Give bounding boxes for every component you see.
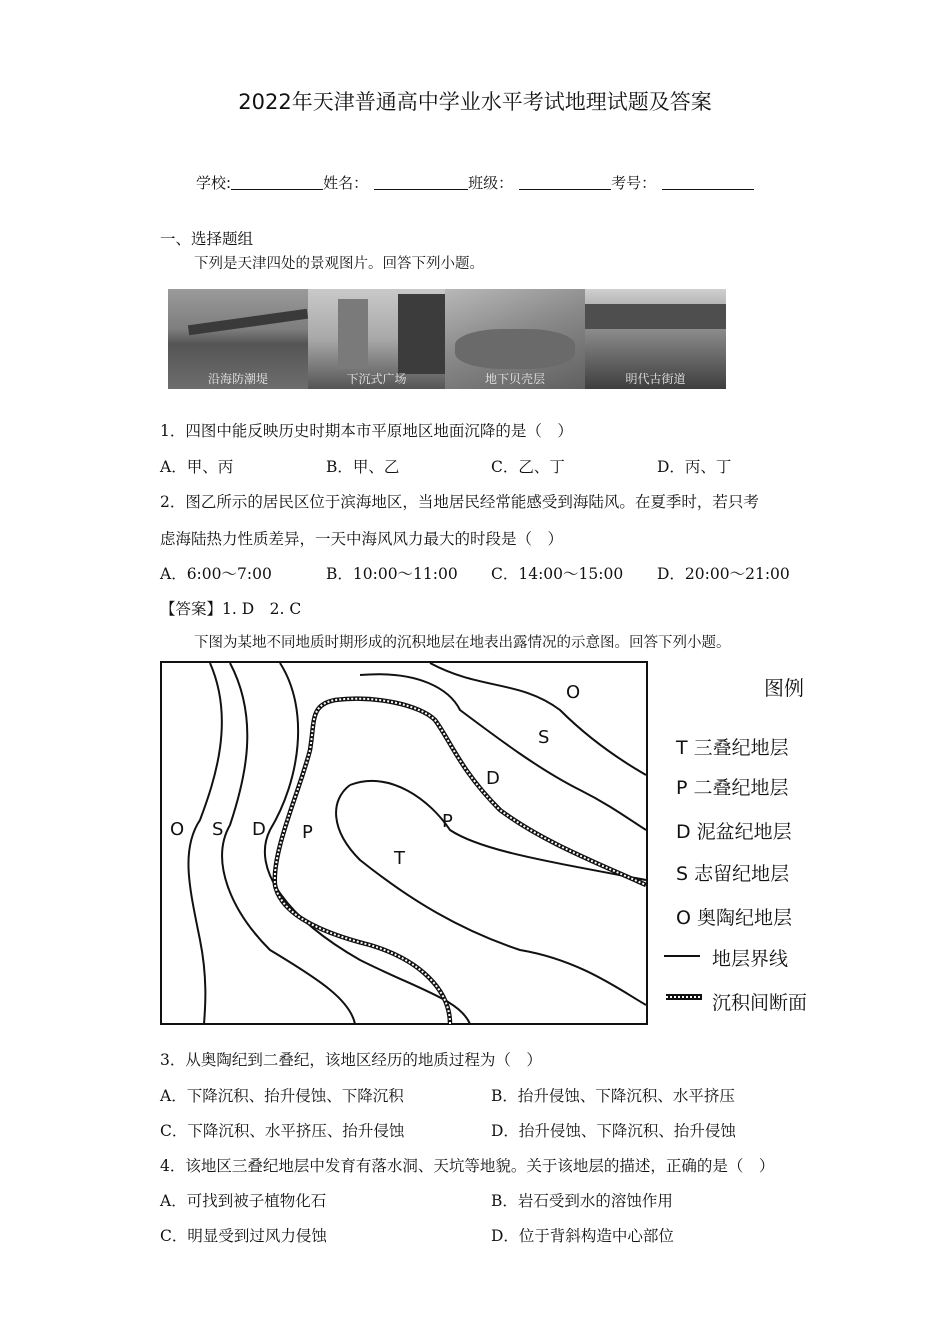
legend-unconformity-icon bbox=[664, 992, 704, 1002]
legend-devonian: D 泥盆纪地层 bbox=[676, 821, 792, 843]
question-4-stem: 4．该地区三叠纪地层中发育有落水洞、天坑等地貌。关于该地层的描述，正确的是（ ） bbox=[160, 1157, 775, 1175]
q2-option-d[interactable]: D．20:00～21:00 bbox=[657, 565, 790, 583]
q4-option-c[interactable]: C．明显受到过风力侵蚀 bbox=[160, 1227, 327, 1245]
q1-option-b[interactable]: B．甲、乙 bbox=[326, 458, 400, 476]
section-intro: 下列是天津四处的景观图片。回答下列小题。 bbox=[194, 256, 484, 272]
exam-number-blank[interactable] bbox=[662, 175, 754, 190]
q1-option-a[interactable]: A．甲、丙 bbox=[160, 458, 234, 476]
photo-sunken-plaza bbox=[308, 289, 445, 389]
q2-option-c[interactable]: C．14:00～15:00 bbox=[491, 565, 624, 583]
name-label: 姓名： bbox=[323, 174, 369, 192]
school-blank[interactable] bbox=[231, 175, 323, 190]
label-d-center: D bbox=[486, 768, 500, 789]
boundary-d-s-upper bbox=[360, 674, 646, 830]
question-3-stem: 3．从奥陶纪到二叠纪，该地区经历的地质过程为（ ） bbox=[160, 1051, 542, 1069]
unconformity-line bbox=[275, 699, 646, 1024]
q1-option-d[interactable]: D．丙、丁 bbox=[657, 458, 732, 476]
class-label: 班级： bbox=[468, 174, 514, 192]
boundary-o-s bbox=[188, 663, 224, 1024]
q2-option-a[interactable]: A．6:00～7:00 bbox=[160, 565, 272, 583]
label-p-center: P bbox=[442, 811, 453, 832]
boundary-s-o-upper bbox=[430, 663, 646, 775]
legend-unconformity-label: 沉积间断面 bbox=[712, 992, 808, 1014]
map-intro: 下图为某地不同地质时期形成的沉积地层在地表出露情况的示意图。回答下列小题。 bbox=[194, 635, 731, 651]
legend-permian: P 二叠纪地层 bbox=[676, 777, 789, 799]
photo-seawall bbox=[168, 289, 308, 389]
landscape-photos bbox=[168, 289, 726, 389]
label-p-left: P bbox=[302, 822, 313, 843]
photo-caption: 沿海防潮堤 bbox=[207, 372, 268, 386]
label-s-upper: S bbox=[538, 727, 550, 748]
section-heading: 一、选择题组 bbox=[160, 230, 254, 248]
photo-caption: 地下贝壳层 bbox=[484, 372, 545, 386]
q4-option-b[interactable]: B．岩石受到水的溶蚀作用 bbox=[491, 1192, 673, 1210]
page-title: 2022年天津普通高中学业水平考试地理试题及答案 bbox=[238, 90, 712, 114]
geologic-map bbox=[160, 660, 650, 1028]
question-2-stem-line1: 2．图乙所示的居民区位于滨海地区，当地居民经常能感受到海陆风。在夏季时，若只考 bbox=[160, 493, 759, 511]
label-o-upper: O bbox=[566, 682, 581, 703]
boundary-d-p-lower bbox=[265, 663, 470, 1024]
answer-block: 【答案】1. D 2. C bbox=[160, 600, 302, 618]
q3-option-c[interactable]: C．下降沉积、水平挤压、抬升侵蚀 bbox=[160, 1122, 405, 1140]
q4-option-d[interactable]: D．位于背斜构造中心部位 bbox=[491, 1227, 674, 1245]
student-info-line bbox=[196, 172, 754, 193]
photo-caption: 下沉式广场 bbox=[346, 372, 407, 386]
name-blank[interactable] bbox=[374, 175, 468, 190]
label-d-left: D bbox=[252, 819, 266, 840]
label-o-left: O bbox=[170, 819, 185, 840]
legend-boundary-label: 地层界线 bbox=[712, 948, 789, 970]
question-1-stem: 1．四图中能反映历史时期本市平原地区地面沉降的是（ ） bbox=[160, 422, 573, 440]
q3-option-d[interactable]: D．抬升侵蚀、下降沉积、抬升侵蚀 bbox=[491, 1122, 736, 1140]
q3-option-b[interactable]: B．抬升侵蚀、下降沉积、水平挤压 bbox=[491, 1087, 735, 1105]
q1-option-c[interactable]: C．乙、丁 bbox=[491, 458, 565, 476]
legend-triassic: T 三叠纪地层 bbox=[676, 737, 789, 759]
question-2-stem-line2: 虑海陆热力性质差异，一天中海风风力最大的时段是（ ） bbox=[160, 530, 564, 548]
map-frame bbox=[161, 662, 647, 1024]
label-s-left: S bbox=[212, 819, 224, 840]
legend-title: 图例 bbox=[764, 676, 804, 700]
q3-option-a[interactable]: A．下降沉积、抬升侵蚀、下降沉积 bbox=[160, 1087, 404, 1105]
school-label: 学校: bbox=[196, 174, 232, 192]
class-blank[interactable] bbox=[519, 175, 611, 190]
exam-number-label: 考号： bbox=[611, 174, 657, 192]
photo-caption: 明代古街道 bbox=[625, 372, 686, 386]
label-t: T bbox=[394, 848, 405, 869]
photo-shell-layer bbox=[445, 289, 585, 389]
q2-option-b[interactable]: B．10:00～11:00 bbox=[326, 565, 458, 583]
boundary-p-t-lower bbox=[336, 785, 646, 1005]
legend-ordovician: O 奥陶纪地层 bbox=[676, 907, 792, 929]
legend-silurian: S 志留纪地层 bbox=[676, 863, 790, 885]
boundary-s-d bbox=[222, 663, 355, 1024]
legend-boundary-line-icon bbox=[664, 955, 700, 957]
q4-option-a[interactable]: A．可找到被子植物化石 bbox=[160, 1192, 327, 1210]
photo-ming-street bbox=[585, 289, 726, 389]
